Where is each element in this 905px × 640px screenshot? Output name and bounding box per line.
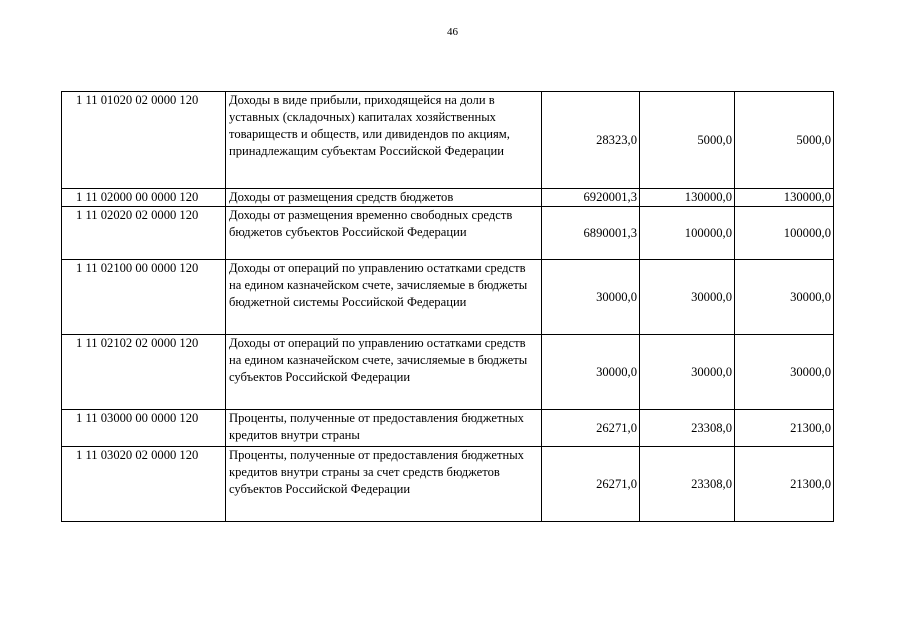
table-row [62,335,834,410]
revenue-name-cell: Проценты, полученные от предоставления бюджетных кредитов внутри страны за счет средств бюджетов субъектов Российской Федерации [226,447,542,522]
table-row [62,92,834,189]
revenue-name-cell: Проценты, полученные от предоставления бюджетных кредитов внутри страны [226,410,542,447]
amount-cell-3: 21300,0 [735,447,834,522]
budget-code-cell: 1 11 01020 02 0000 120 [62,92,226,189]
amount-cell-1: 28323,0 [542,92,640,189]
budget-code-cell: 1 11 02020 02 0000 120 [62,207,226,260]
amount-cell-3: 5000,0 [735,92,834,189]
amount-cell-1: 26271,0 [542,447,640,522]
amount-cell-1: 30000,0 [542,260,640,335]
amount-cell-2: 23308,0 [640,447,735,522]
budget-code-cell: 1 11 02100 00 0000 120 [62,260,226,335]
revenue-name-cell: Доходы в виде прибыли, приходящейся на доли в уставных (складочных) капиталах хозяйственных товариществ и обществ, или дивидендов по акциям, принадлежащим субъектам Российской Федерации [226,92,542,189]
amount-cell-2: 5000,0 [640,92,735,189]
amount-cell-2: 130000,0 [640,189,735,207]
amount-cell-3: 21300,0 [735,410,834,447]
amount-cell-3: 30000,0 [735,260,834,335]
budget-code-cell: 1 11 02000 00 0000 120 [62,189,226,207]
budget-code-cell: 1 11 02102 02 0000 120 [62,335,226,410]
amount-cell-2: 23308,0 [640,410,735,447]
amount-cell-2: 30000,0 [640,335,735,410]
amount-cell-1: 6890001,3 [542,207,640,260]
budget-revenue-table [61,91,834,522]
amount-cell-1: 26271,0 [542,410,640,447]
amount-cell-3: 130000,0 [735,189,834,207]
table-row [62,207,834,260]
table-row [62,410,834,447]
budget-code-cell: 1 11 03000 00 0000 120 [62,410,226,447]
revenue-name-cell: Доходы от операций по управлению остатками средств на едином казначейском счете, зачисляемые в бюджеты субъектов Российской Федерации [226,335,542,410]
page-number: 46 [447,26,458,38]
budget-code-cell: 1 11 03020 02 0000 120 [62,447,226,522]
amount-cell-3: 100000,0 [735,207,834,260]
amount-cell-1: 30000,0 [542,335,640,410]
amount-cell-2: 30000,0 [640,260,735,335]
table-row [62,189,834,207]
revenue-name-cell: Доходы от размещения средств бюджетов [226,189,542,207]
amount-cell-1: 6920001,3 [542,189,640,207]
amount-cell-3: 30000,0 [735,335,834,410]
revenue-name-cell: Доходы от операций по управлению остатками средств на едином казначейском счете, зачисляемые в бюджеты бюджетной системы Российской Федерации [226,260,542,335]
revenue-name-cell: Доходы от размещения временно свободных средств бюджетов субъектов Российской Федерации [226,207,542,260]
table-row [62,447,834,522]
amount-cell-2: 100000,0 [640,207,735,260]
table-row [62,260,834,335]
